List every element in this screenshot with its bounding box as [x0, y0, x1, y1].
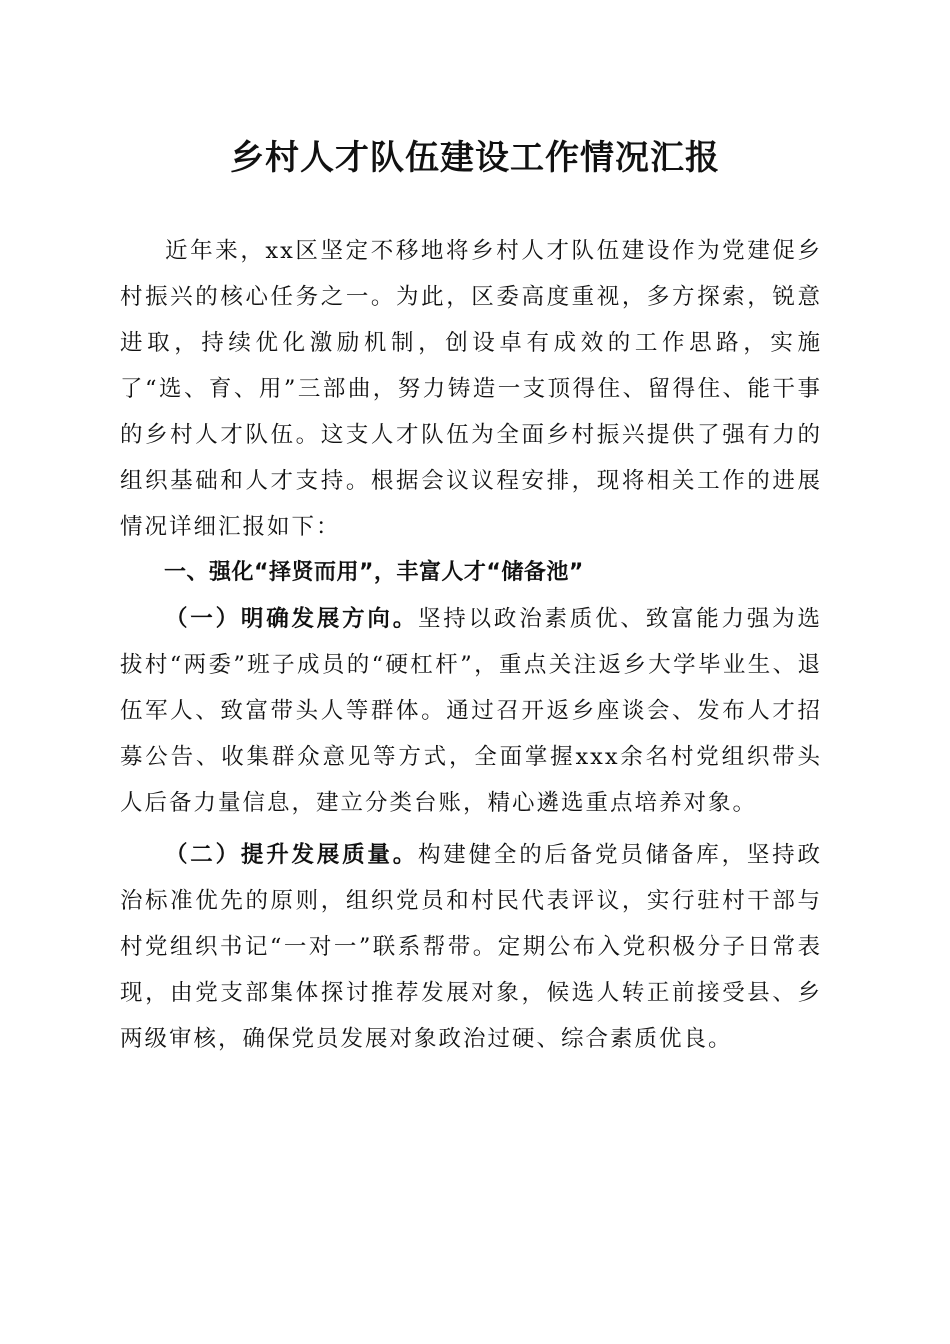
- item1-paragraph: [120, 596, 822, 826]
- intro-paragraph: 近年来，xx区坚定不移地将乡村人才队伍建设作为党建促乡村振兴的核心任务之一。为此，区委高度重视，多方探索，锐意进取，持续优化激励机制，创设卓有成效的工作思路，实施了“选、育、用”三部曲，努力铸造一支顶得住、留得住、能干事的乡村人才队伍。这支人才队伍为全面乡村振兴提供了强有力的组织基础和人才支持。根据会议议程安排，现将相关工作的进展情况详细汇报如下：: [120, 238, 822, 540]
- item2-text: 构建健全的后备党员储备库，坚持政治标准优先的原则，组织党员和村民代表评议，实行驻村干部与村党组织书记“一对一”联系帮带。定期公布入党积极分子日常表现，由党支部集体探讨推荐发展对象，候选人转正前接受县、乡两级审核，确保党员发展对象政治过硬、综合素质优良。: [120, 842, 822, 1052]
- document-body: [120, 228, 822, 1062]
- document-title: 乡村人才队伍建设工作情况汇报: [230, 138, 720, 178]
- item2-lead: （二）提升发展质量。: [165, 842, 418, 868]
- item1-text: 坚持以政治素质优、致富能力强为选拔村“两委”班子成员的“硬杠杆”，重点关注返乡大学毕业生、退伍军人、致富带头人等群体。通过召开返乡座谈会、发布人才招募公告、收集群众意见等方式，全面掌握xxx余名村党组织带头人后备力量信息，建立分类台账，精心遴选重点培养对象。: [120, 606, 822, 816]
- section-heading: 一、强化“择贤而用”，丰富人才“储备池”: [164, 560, 584, 585]
- item1-lead: （一）明确发展方向。: [165, 606, 418, 632]
- item2-paragraph: [120, 832, 822, 1062]
